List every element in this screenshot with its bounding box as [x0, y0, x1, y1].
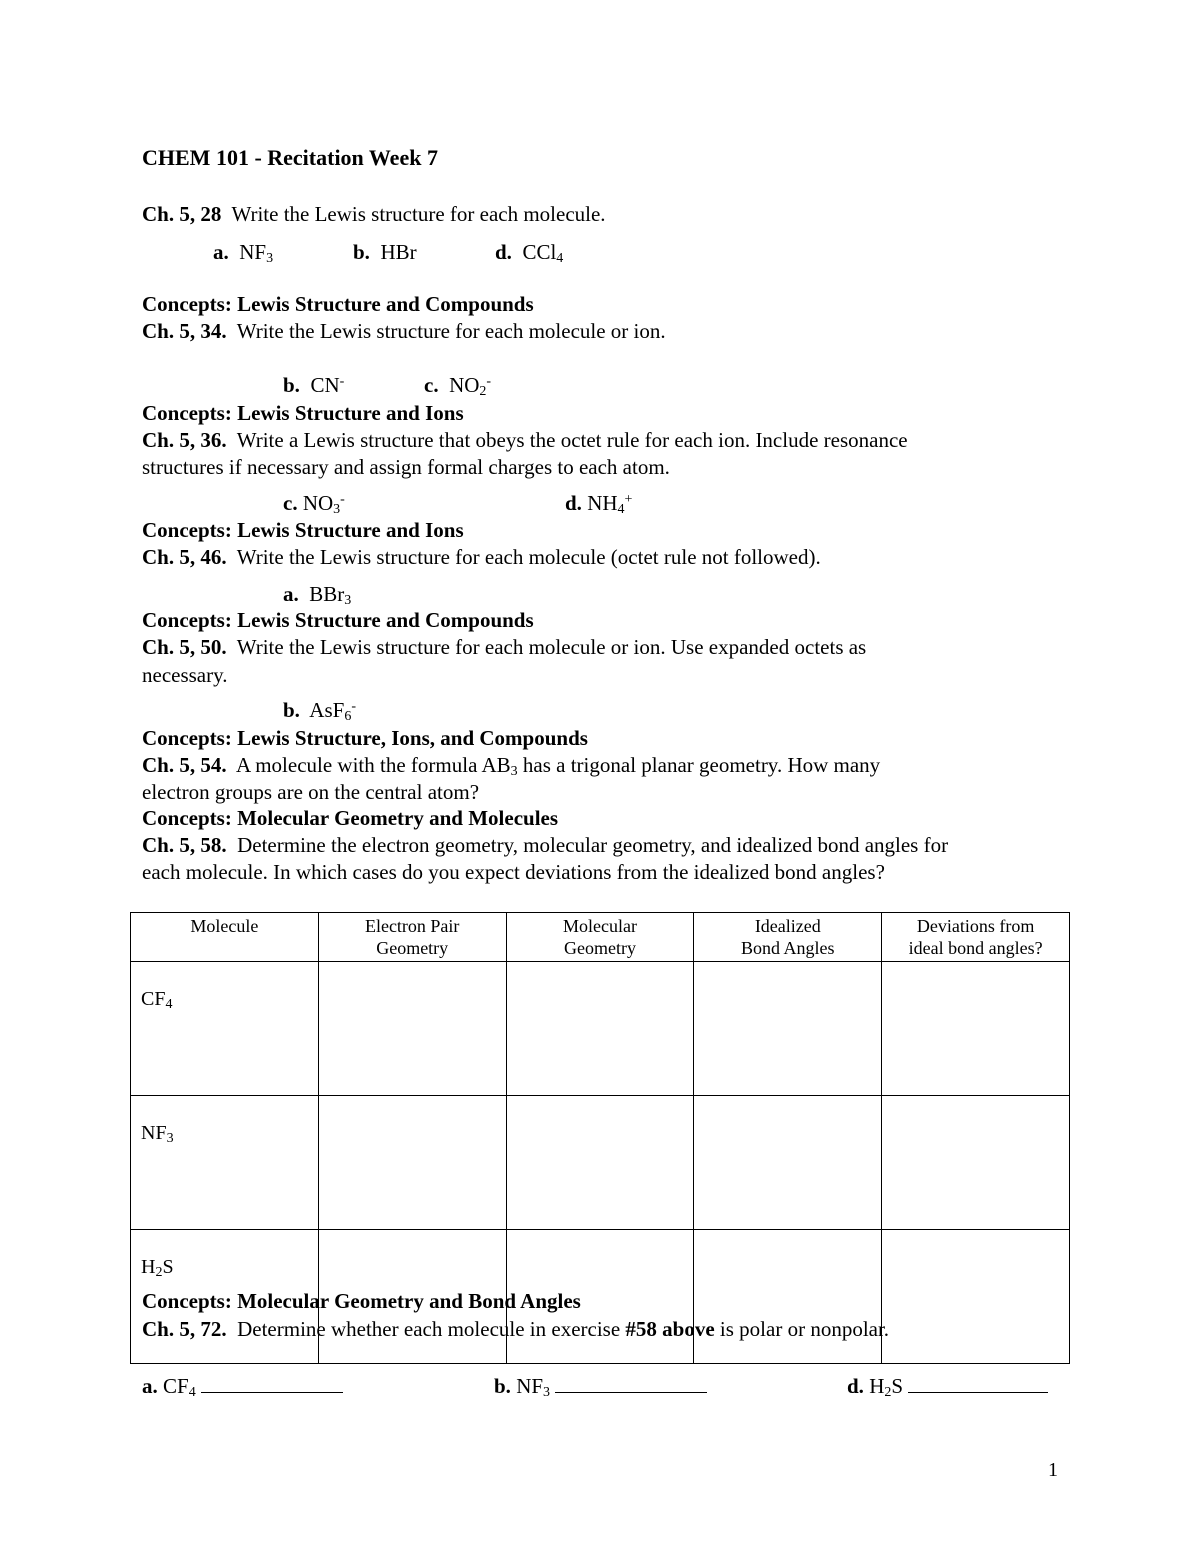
item-letter: b.: [494, 1374, 511, 1398]
question-text: is polar or nonpolar.: [714, 1317, 890, 1341]
item-letter: d.: [565, 491, 582, 515]
item-letter: b.: [283, 373, 300, 397]
q72-item-b: [494, 1372, 707, 1400]
answer-cell[interactable]: [694, 1230, 882, 1364]
question-46: [142, 544, 821, 571]
answer-cell[interactable]: [882, 1096, 1070, 1230]
question-50: [142, 634, 866, 661]
item-formula: $NO_3^-$: [302, 491, 345, 517]
concept-heading: Concepts: Molecular Geometry and Molecules: [142, 806, 559, 830]
question-text: A molecule with the formula $AB_3$ has a trigonal planar geometry. How many: [235, 753, 881, 779]
question-text: Write the Lewis structure for each molecule or ion.: [236, 319, 666, 343]
item-letter: a.: [213, 240, 229, 264]
item-formula: $NH_4^+$: [587, 491, 633, 517]
question-ref: Ch. 5, 34.: [142, 319, 227, 343]
item-formula: HBr: [380, 240, 417, 264]
answer-blank[interactable]: [555, 1372, 707, 1393]
item-letter: b.: [353, 240, 370, 264]
question-58: [142, 832, 948, 859]
question-text: Determine whether each molecule in exercise: [237, 1317, 626, 1341]
answer-blank[interactable]: [908, 1372, 1048, 1393]
q46-item-a: [283, 581, 351, 608]
question-54-continued: electron groups are on the central atom?: [142, 780, 480, 804]
question-ref: Ch. 5, 28: [142, 202, 222, 226]
question-text: Write the Lewis structure for each molecule or ion. Use expanded octets as: [236, 635, 867, 659]
question-text: Write the Lewis structure for each molecule (octet rule not followed).: [236, 545, 821, 569]
question-ref: Ch. 5, 50.: [142, 635, 227, 659]
page-number: 1: [1048, 1459, 1058, 1481]
column-header: Molecule: [131, 913, 319, 962]
concept-heading: Concepts: Lewis Structure and Compounds: [142, 292, 534, 316]
question-28: [142, 201, 606, 228]
answer-cell[interactable]: [318, 962, 506, 1096]
question-58-continued: each molecule. In which cases do you expect deviations from the idealized bond angles?: [142, 860, 885, 884]
question-72: [142, 1316, 889, 1343]
question-50-continued: necessary.: [142, 663, 228, 687]
table-row: [131, 1096, 1070, 1230]
q34-item-c: [424, 372, 491, 399]
item-letter: a.: [142, 1374, 158, 1398]
question-ref: Ch. 5, 46.: [142, 545, 227, 569]
question-text: Write the Lewis structure for each molecule.: [231, 202, 606, 226]
question-54: [142, 752, 880, 779]
item-letter: c.: [424, 373, 439, 397]
item-formula: $NO_2^-$: [449, 373, 492, 399]
question-ref: Ch. 5, 58.: [142, 833, 227, 857]
concept-heading: Concepts: Lewis Structure, Ions, and Compounds: [142, 726, 588, 750]
molecule-cell: $CF_4$: [131, 962, 319, 1096]
item-formula: $NF_3$: [516, 1374, 551, 1400]
answer-cell[interactable]: [506, 962, 694, 1096]
question-text-emphasis: #58 above: [625, 1317, 715, 1341]
q72-item-a: [142, 1372, 343, 1400]
column-header: Idealized Bond Angles: [694, 913, 882, 962]
item-formula: $NF_3$: [239, 240, 274, 266]
table-header-row: [131, 913, 1070, 962]
item-formula: CCl$_4$: [522, 240, 564, 266]
column-header: Electron Pair Geometry: [318, 913, 506, 962]
table-row: [131, 962, 1070, 1096]
question-text: Determine the electron geometry, molecular geometry, and idealized bond angles for: [237, 833, 949, 857]
concept-heading: Concepts: Lewis Structure and Ions: [142, 518, 464, 542]
question-ref: Ch. 5, 36.: [142, 428, 227, 452]
answer-cell[interactable]: [882, 1230, 1070, 1364]
page-title: CHEM 101 - Recitation Week 7: [142, 145, 438, 170]
question-36: [142, 427, 908, 454]
molecule-cell: $H_2S$: [131, 1230, 319, 1364]
answer-cell[interactable]: [694, 962, 882, 1096]
molecule-cell: $NF_3$: [131, 1096, 319, 1230]
q28-item-a: [213, 239, 273, 266]
answer-cell[interactable]: [506, 1096, 694, 1230]
item-letter: d.: [495, 240, 512, 264]
column-header: Deviations from ideal bond angles?: [882, 913, 1070, 962]
item-formula: CN-: [310, 373, 345, 397]
q50-item-b: [283, 697, 356, 724]
q36-item-d: [565, 490, 632, 517]
question-36-continued: structures if necessary and assign formal charges to each atom.: [142, 455, 670, 479]
question-ref: Ch. 5, 54.: [142, 753, 227, 777]
question-34: [142, 318, 666, 345]
item-formula: AsF$_6$-: [309, 698, 356, 724]
q28-item-b: [353, 239, 417, 266]
concept-heading: Concepts: Lewis Structure and Ions: [142, 401, 464, 425]
column-header: Molecular Geometry: [506, 913, 694, 962]
answer-cell[interactable]: [694, 1096, 882, 1230]
item-letter: c.: [283, 491, 298, 515]
item-letter: b.: [283, 698, 300, 722]
q72-item-d: [847, 1372, 1048, 1400]
q36-item-c: [283, 490, 345, 517]
answer-blank[interactable]: [201, 1372, 343, 1393]
q34-item-b: [283, 372, 344, 399]
item-formula: $CF_4$: [163, 1374, 196, 1400]
answer-cell[interactable]: [318, 1096, 506, 1230]
item-letter: a.: [283, 582, 299, 606]
concept-heading: Concepts: Lewis Structure and Compounds: [142, 608, 534, 632]
answer-cell[interactable]: [882, 962, 1070, 1096]
question-ref: Ch. 5, 72.: [142, 1317, 227, 1341]
item-formula: BBr$_3$: [309, 582, 352, 608]
item-letter: d.: [847, 1374, 864, 1398]
item-formula: $H_2S$: [869, 1374, 904, 1400]
q28-item-d: [495, 239, 563, 266]
question-text: Write a Lewis structure that obeys the octet rule for each ion. Include resonance: [236, 428, 908, 452]
concept-heading: Concepts: Molecular Geometry and Bond Angles: [142, 1289, 581, 1313]
